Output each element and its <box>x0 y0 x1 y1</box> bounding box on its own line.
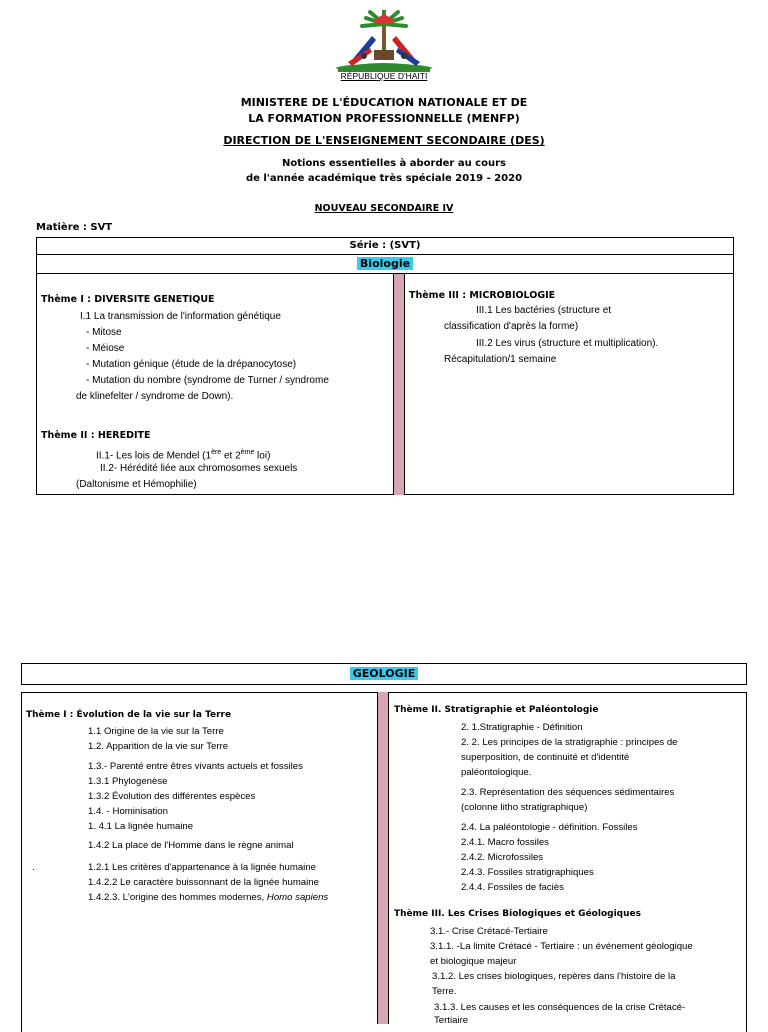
geo-item: 1.4.2.3. L'origine des hommes modernes, Homo sapiens <box>88 892 329 903</box>
bio-line: (Daltonisme et Hémophilie) <box>76 479 197 490</box>
coat-of-arms-logo <box>334 10 434 72</box>
geo-item: 1.1 Origine de la vie sur la Terre <box>88 726 224 737</box>
geo-item: 2.4.3. Fossiles stratigraphiques <box>461 867 594 878</box>
geo-item: 1.4. - Hominisation <box>88 806 168 817</box>
geo-item: 1.2. Apparition de la vie sur Terre <box>88 741 229 752</box>
geo-item: paléontologique. <box>461 767 532 778</box>
geo-item: et biologique majeur <box>430 956 517 967</box>
matiere-label: Matière : SVT <box>36 222 113 233</box>
bio-theme-1-title: Thème I : DIVERSITE GENETIQUE <box>41 294 215 305</box>
geologie-title: GEOLOGIE <box>21 665 747 683</box>
geologie-column-separator <box>377 692 389 1024</box>
bio-line: Récapitulation/1 semaine <box>444 354 557 365</box>
level-title: NOUVEAU SECONDAIRE IV <box>314 203 454 214</box>
geo-item: 3.1.2. Les crises biologiques, repères dans l'histoire de la <box>432 971 676 982</box>
bio-theme-3-title: Thème III : MICROBIOLOGIE <box>409 290 556 301</box>
notions-line-2: de l'année académique très spéciale 2019 - 2020 <box>245 173 523 184</box>
geo-item: 3.1.1. -La limite Crétacé - Tertiaire : un événement géologique <box>430 941 693 952</box>
ministry-line-2: LA FORMATION PROFESSIONNELLE (MENFP) <box>248 112 520 125</box>
bio-line: classification d'après la forme) <box>444 321 579 332</box>
geo-dot: . <box>32 862 35 873</box>
geo-item: 2.4.4. Fossiles de faciès <box>461 882 564 893</box>
geo-item: 1.3.1 Phylogenèse <box>88 776 168 787</box>
biologie-title: Biologie <box>36 255 734 273</box>
republic-label: RÉPUBLIQUE D'HAITI <box>340 71 428 81</box>
geo-item: 1.3.- Parenté entre êtres vivants actuels et fossiles <box>88 761 303 772</box>
geo-item: Terre. <box>432 986 457 997</box>
geo-theme-2-title: Thème II. Stratigraphie et Paléontologie <box>394 705 599 715</box>
geo-item: 1.4.2 La place de l'Homme dans le règne animal <box>88 840 294 851</box>
geo-item: 2.4. La paléontologie - définition. Fossiles <box>461 822 638 833</box>
bio-line: - Méiose <box>86 343 125 354</box>
biologie-column-separator <box>393 274 405 495</box>
geo-item: 2. 1.Stratigraphie - Définition <box>461 722 583 733</box>
geo-item: 2.4.1. Macro fossiles <box>461 837 549 848</box>
geo-item: 2.3. Représentation des séquences sédimentaires <box>461 787 675 798</box>
geo-item: 3.1.3. Les causes et les conséquences de la crise Crétacé- <box>434 1002 686 1013</box>
bio-theme-2-title: Thème II : HEREDITE <box>41 430 151 441</box>
geo-item: 2.4.2. Microfossiles <box>461 852 544 863</box>
bio-line: de klinefelter / syndrome de Down). <box>76 391 234 402</box>
geo-item: (colonne litho stratigraphique) <box>461 802 588 813</box>
ministry-line-1: MINISTERE DE L'ÉDUCATION NATIONALE ET DE <box>240 96 528 109</box>
bio-line: III.1 Les bactéries (structure et <box>476 305 612 316</box>
bio-line: II.2- Hérédité liée aux chromosomes sexuels <box>100 463 298 474</box>
bio-line: III.2 Les virus (structure et multiplication). <box>476 338 659 349</box>
geo-item: 1.4.2.2 Le caractère buissonnant de la lignée humaine <box>88 877 319 888</box>
geo-item: 3.1.- Crise Crétacé-Tertiaire <box>430 926 548 937</box>
geo-item: superposition, de continuité et d'identité <box>461 752 630 763</box>
geo-item: Tertiaire <box>434 1015 469 1026</box>
geo-theme-3-title: Thème III. Les Crises Biologiques et Géologiques <box>394 909 641 919</box>
geo-item: 1.3.2 Évolution des différentes espèces <box>88 791 256 802</box>
bio-line: II.1- Les lois de Mendel (1ère et 2ème loi) <box>96 449 271 462</box>
bio-line: I.1 La transmission de l'information génétique <box>80 311 281 322</box>
notions-line-1: Notions essentielles à aborder au cours <box>282 158 506 169</box>
geo-item: 1. 4.1 La lignée humaine <box>88 821 194 832</box>
bio-line: - Mutation génique (étude de la drépanocytose) <box>86 359 297 370</box>
serie-label: Série : (SVT) <box>349 240 421 251</box>
geo-item: 1.2.1 Les critères d'appartenance à la lignée humaine <box>88 862 316 873</box>
bio-line: - Mutation du nombre (syndrome de Turner / syndrome <box>86 375 329 386</box>
geo-theme-1-title: Thème I : Évolution de la vie sur la Terre <box>26 710 232 720</box>
direction-title: DIRECTION DE L'ENSEIGNEMENT SECONDAIRE (DES) <box>223 134 545 147</box>
bio-line: - Mitose <box>86 327 122 338</box>
geo-item: 2. 2. Les principes de la stratigraphie : principes de <box>461 737 678 748</box>
